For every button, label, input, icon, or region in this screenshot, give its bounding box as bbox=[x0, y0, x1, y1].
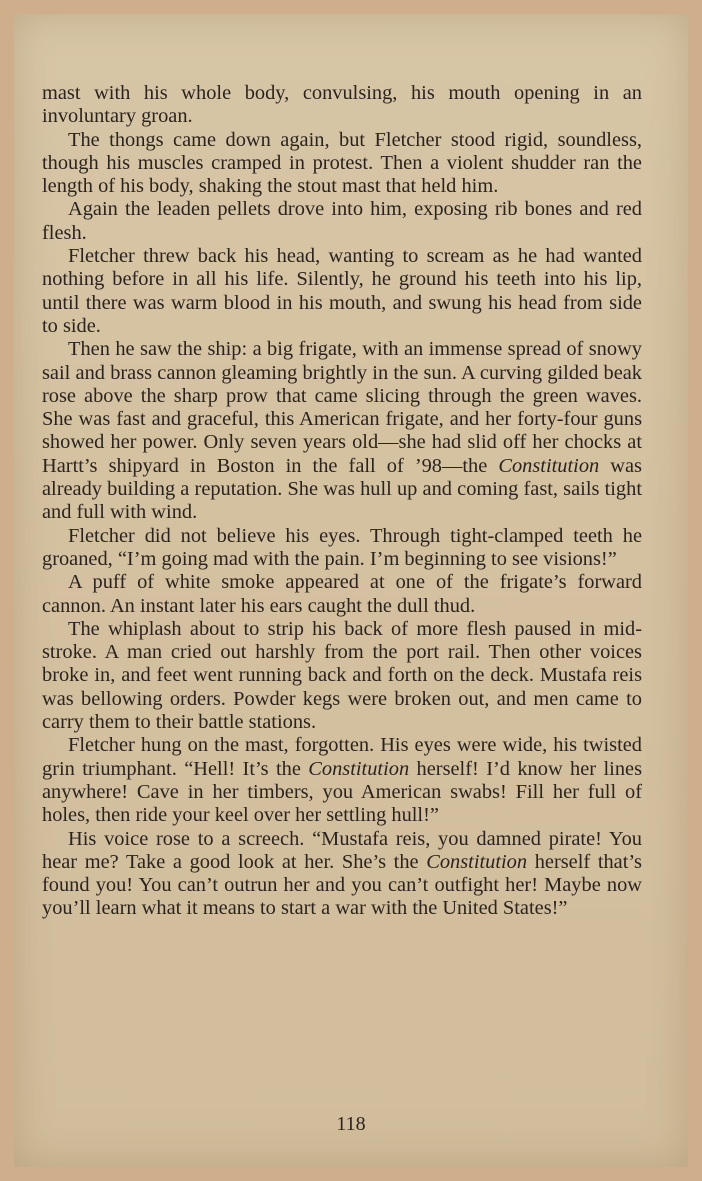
body-text bbox=[42, 82, 642, 921]
paragraph-10 bbox=[42, 828, 642, 921]
paragraph-10-text-b: herself that’s found you! You can’t outrun her and you can’t outfight her! Maybe now you’ll learn what it means to start a war with the United States!” bbox=[42, 850, 642, 920]
paragraph-3: Again the leaden pellets drove into him, exposing rib bones and red flesh. bbox=[42, 198, 642, 244]
paragraph-7: A puff of white smoke appeared at one of the frigate’s forward cannon. An instant later his ears caught the dull thud. bbox=[42, 571, 642, 617]
paragraph-9-text-b: herself! I’d know her lines anywhere! Cave in her timbers, you American swabs! Fill her full of holes, then ride your keel over her settling hull!” bbox=[42, 757, 642, 827]
paragraph-5-text-a: Then he saw the ship: a big frigate, with an immense spread of snowy sail and brass cannon gleaming brightly in the sun. A curving gilded beak rose above the sharp prow that came slicing through the green waves. She was fast and graceful, this American frigate, and her forty-four guns showed her power. Only seven years old—she had slid off her chocks at Hartt’s shipyard in Boston in the fall of ’98—the bbox=[42, 338, 642, 477]
paragraph-2: The thongs came down again, but Fletcher stood rigid, soundless, though his muscles cramped in protest. Then a violent shudder ran the length of his body, shaking the stout mast that held him. bbox=[42, 128, 642, 198]
paragraph-10-text-a: His voice rose to a screech. “Mustafa reis, you damned pirate! You hear me? Take a good look at her. She’s the bbox=[42, 827, 642, 873]
paragraph-1: mast with his whole body, convulsing, his mouth opening in an involuntary groan. bbox=[42, 82, 642, 128]
paragraph-6: Fletcher did not believe his eyes. Through tight-clamped teeth he groaned, “I’m going mad with the pain. I’m beginning to see visions!” bbox=[42, 524, 642, 570]
paragraph-4: Fletcher threw back his head, wanting to scream as he had wanted nothing before in all his life. Silently, he ground his teeth into his lip, until there was warm blood in his mouth, and swung his head from side to side. bbox=[42, 245, 642, 337]
paragraph-5 bbox=[42, 338, 642, 524]
page-number: 118 bbox=[336, 1113, 366, 1135]
paragraph-8: The whiplash about to strip his back of more flesh paused in mid-stroke. A man cried out harshly from the port rail. Then other voices broke in, and feet went running back and forth on the deck. Mustafa reis was bellowing orders. Powder kegs were broken out, and men came to carry them to their battle stations. bbox=[42, 617, 642, 734]
ship-name-italic: Constitution bbox=[308, 757, 410, 780]
ship-name-italic: Constitution bbox=[426, 850, 528, 873]
paragraph-5-text-b: was already building a reputation. She was hull up and coming fast, sails tight and full with wind. bbox=[42, 454, 642, 524]
paragraph-9 bbox=[42, 734, 642, 827]
paragraph-9-text-a: Fletcher hung on the mast, forgotten. His eyes were wide, his twisted grin triumphant. “Hell! It’s the bbox=[42, 734, 642, 780]
ship-name-italic: Constitution bbox=[498, 454, 600, 477]
